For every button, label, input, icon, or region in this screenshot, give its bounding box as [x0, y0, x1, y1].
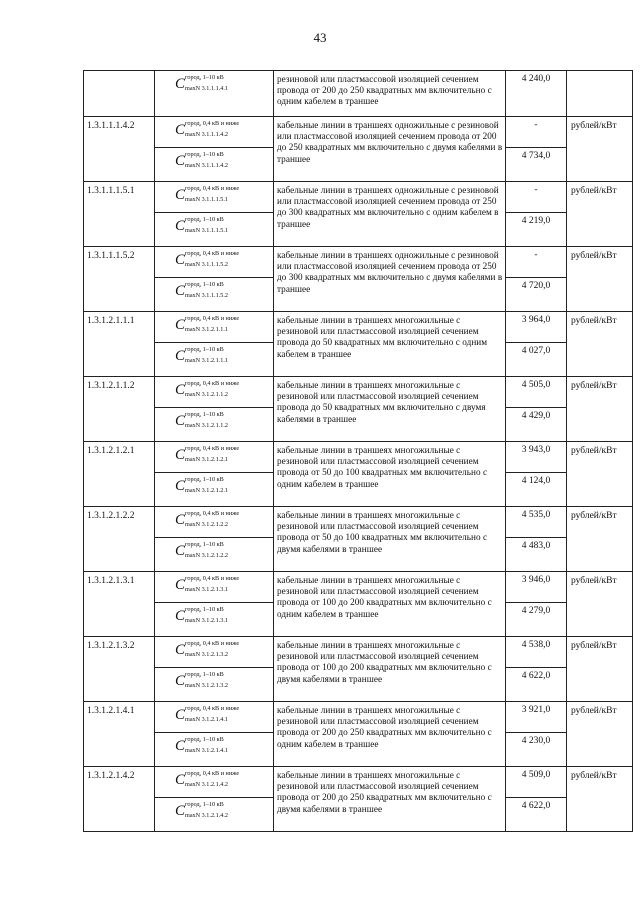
formula-subscript: maxN 3.1.2.1.4.2: [185, 812, 228, 819]
value-cell: 4 124,0: [506, 473, 567, 507]
formula-subscript: maxN 3.1.2.1.4.1: [185, 747, 228, 754]
table-row-continued: [84, 71, 633, 117]
unit-cell: рублей/кВт: [567, 442, 633, 507]
formula-subscript: maxN 3.1.1.1.5.1: [185, 227, 228, 234]
table-row: [84, 312, 633, 343]
formula-subscript: maxN 3.1.2.1.1.1: [185, 357, 228, 364]
formula-cell: C город, 1–10 кВ maxN 3.1.1.1.5.1: [155, 213, 274, 247]
value-cell: 4 279,0: [506, 603, 567, 637]
value-cell: 4 027,0: [506, 343, 567, 377]
value-cell: 3 964,0: [506, 312, 567, 343]
formula-subscript: maxN 3.1.1.1.4.1: [185, 85, 228, 92]
value-cell: 3 946,0: [506, 572, 567, 603]
table-row: [84, 182, 633, 213]
unit-cell: рублей/кВт: [567, 507, 633, 572]
formula-subscript: maxN 3.1.2.1.2.2: [185, 552, 228, 559]
value-cell: 4 429,0: [506, 408, 567, 442]
formula-superscript: город, 1–10 кВ: [185, 346, 224, 353]
formula-superscript: город, 0,4 кВ и ниже: [185, 185, 240, 192]
formula-superscript: город, 1–10 кВ: [185, 736, 224, 743]
formula-subscript: maxN 3.1.2.1.1.2: [185, 391, 228, 398]
code-cell: 1.3.1.2.1.3.2: [84, 637, 155, 702]
formula-subscript: maxN 3.1.2.1.4.1: [185, 716, 228, 723]
code-cell: 1.3.1.2.1.2.1: [84, 442, 155, 507]
formula-superscript: город, 1–10 кВ: [185, 151, 224, 158]
formula-cell: C город, 1–10 кВ maxN 3.1.2.1.2.1: [155, 473, 274, 507]
formula-superscript: город, 1–10 кВ: [185, 216, 224, 223]
formula-cell: C город, 0,4 кВ и ниже maxN 3.1.2.1.3.1: [155, 572, 274, 603]
formula-subscript: maxN 3.1.1.1.5.2: [185, 261, 228, 268]
formula-cell: C город, 1–10 кВ maxN 3.1.2.1.2.2: [155, 538, 274, 572]
formula-cell: C город, 1–10 кВ maxN 3.1.1.1.4.2: [155, 148, 274, 182]
formula-cell: C город, 1–10 кВ maxN 3.1.2.1.4.2: [155, 798, 274, 832]
value-cell: 4 622,0: [506, 668, 567, 702]
table-row: [84, 442, 633, 473]
code-cell: 1.3.1.2.1.1.2: [84, 377, 155, 442]
value-cell: 4 509,0: [506, 767, 567, 798]
table-row: [84, 507, 633, 538]
formula-subscript: maxN 3.1.2.1.3.1: [185, 586, 228, 593]
table-row: [84, 702, 633, 733]
formula-cell: C город, 0,4 кВ и ниже maxN 3.1.2.1.3.2: [155, 637, 274, 668]
tariff-table: [83, 70, 633, 832]
formula-cell: C город, 0,4 кВ и ниже maxN 3.1.1.1.4.2: [155, 117, 274, 148]
formula-superscript: город, 1–10 кВ: [185, 801, 224, 808]
value-cell: 4 734,0: [506, 148, 567, 182]
formula-subscript: maxN 3.1.1.1.5.2: [185, 292, 228, 299]
formula-superscript: город, 0,4 кВ и ниже: [185, 315, 240, 322]
value-cell: 4 219,0: [506, 213, 567, 247]
formula-cell: C город, 0,4 кВ и ниже maxN 3.1.2.1.1.2: [155, 377, 274, 408]
value-cell: 4 483,0: [506, 538, 567, 572]
formula-superscript: город, 0,4 кВ и ниже: [185, 380, 240, 387]
description-cell: кабельные линии в траншеях многожильные с резиновой или пластмассовой изоляцией сечением провода до 50 квадратных мм включительно с двумя кабелями в траншее: [274, 377, 506, 442]
formula-superscript: город, 0,4 кВ и ниже: [185, 640, 240, 647]
code-cell: 1.3.1.2.1.4.1: [84, 702, 155, 767]
formula-subscript: maxN 3.1.1.1.5.1: [185, 196, 228, 203]
formula-superscript: город, 1–10 кВ: [185, 606, 224, 613]
formula-superscript: город, 1–10 кВ: [185, 671, 224, 678]
code-cell: 1.3.1.1.1.5.2: [84, 247, 155, 312]
description-cell: резиновой или пластмассовой изоляцией сечением провода от 200 до 250 квадратных мм включительно с одним кабелем в траншее: [274, 71, 506, 117]
formula-cell: C город, 0,4 кВ и ниже maxN 3.1.2.1.2.2: [155, 507, 274, 538]
unit-cell: рублей/кВт: [567, 637, 633, 702]
description-cell: кабельные линии в траншеях многожильные с резиновой или пластмассовой изоляцией сечением провода от 200 до 250 квадратных мм включительно с двумя кабелями в траншее: [274, 767, 506, 832]
description-cell: кабельные линии в траншеях многожильные с резиновой или пластмассовой изоляцией сечением провода от 100 до 200 квадратных мм включительно с одним кабелем в траншее: [274, 572, 506, 637]
formula-cell: C город, 1–10 кВ maxN 3.1.2.1.1.1: [155, 343, 274, 377]
formula-superscript: город, 0,4 кВ и ниже: [185, 510, 240, 517]
formula-cell: C город, 1–10 кВ maxN 3.1.1.1.5.2: [155, 278, 274, 312]
unit-cell: рублей/кВт: [567, 182, 633, 247]
unit-cell: рублей/кВт: [567, 247, 633, 312]
unit-cell: рублей/кВт: [567, 377, 633, 442]
formula-subscript: maxN 3.1.2.1.3.2: [185, 682, 228, 689]
code-cell: 1.3.1.2.1.3.1: [84, 572, 155, 637]
table-row: [84, 117, 633, 148]
value-cell: -: [506, 182, 567, 213]
formula-cell: C город, 0,4 кВ и ниже maxN 3.1.2.1.1.1: [155, 312, 274, 343]
description-cell: кабельные линии в траншеях многожильные с резиновой или пластмассовой изоляцией сечением провода от 100 до 200 квадратных мм включительно с двумя кабелями в траншее: [274, 637, 506, 702]
value-cell: -: [506, 247, 567, 278]
table-row: [84, 572, 633, 603]
description-cell: кабельные линии в траншеях многожильные с резиновой или пластмассовой изоляцией сечением провода от 50 до 100 квадратных мм включительно с одним кабелем в траншее: [274, 442, 506, 507]
formula-superscript: город, 0,4 кВ и ниже: [185, 250, 240, 257]
formula-superscript: город, 1–10 кВ: [185, 74, 224, 81]
code-cell: 1.3.1.2.1.1.1: [84, 312, 155, 377]
value-cell: 3 943,0: [506, 442, 567, 473]
value-cell: 3 921,0: [506, 702, 567, 733]
formula-cell: C город, 1–10 кВ maxN 3.1.2.1.3.1: [155, 603, 274, 637]
formula-superscript: город, 0,4 кВ и ниже: [185, 770, 240, 777]
formula-subscript: maxN 3.1.2.1.1.1: [185, 326, 228, 333]
formula-superscript: город, 1–10 кВ: [185, 541, 224, 548]
formula-superscript: город, 0,4 кВ и ниже: [185, 120, 240, 127]
formula-subscript: maxN 3.1.2.1.2.1: [185, 487, 228, 494]
formula-cell: C город, 1–10 кВ maxN 3.1.2.1.4.1: [155, 733, 274, 767]
unit-cell: рублей/кВт: [567, 572, 633, 637]
formula-subscript: maxN 3.1.2.1.3.1: [185, 617, 228, 624]
formula-superscript: город, 0,4 кВ и ниже: [185, 705, 240, 712]
value-cell: -: [506, 117, 567, 148]
code-cell: 1.3.1.1.1.5.1: [84, 182, 155, 247]
description-cell: кабельные линии в траншеях одножильные с резиновой или пластмассовой изоляцией сечением провода от 200 до 250 квадратных мм включительно с двумя кабелями в траншее: [274, 117, 506, 182]
description-cell: кабельные линии в траншеях многожильные с резиновой или пластмассовой изоляцией сечением провода от 50 до 100 квадратных мм включительно с двумя кабелями в траншее: [274, 507, 506, 572]
page-number: 43: [313, 30, 327, 45]
value-cell: 4 720,0: [506, 278, 567, 312]
formula-superscript: город, 0,4 кВ и ниже: [185, 575, 240, 582]
formula-cell: C город, 0,4 кВ и ниже maxN 3.1.1.1.5.1: [155, 182, 274, 213]
formula-subscript: maxN 3.1.1.1.4.2: [185, 131, 228, 138]
value-cell: 4 535,0: [506, 507, 567, 538]
formula-cell: C город, 0,4 кВ и ниже maxN 3.1.2.1.2.1: [155, 442, 274, 473]
formula-cell: C город, 0,4 кВ и ниже maxN 3.1.1.1.5.2: [155, 247, 274, 278]
table-row: [84, 637, 633, 668]
formula-superscript: город, 1–10 кВ: [185, 281, 224, 288]
unit-cell: рублей/кВт: [567, 767, 633, 832]
value-cell: 4 538,0: [506, 637, 567, 668]
formula-subscript: maxN 3.1.1.1.4.2: [185, 162, 228, 169]
formula-cell: C город, 1–10 кВ maxN 3.1.2.1.1.2: [155, 408, 274, 442]
formula-superscript: город, 0,4 кВ и ниже: [185, 445, 240, 452]
code-cell: 1.3.1.2.1.4.2: [84, 767, 155, 832]
value-cell: 4 240,0: [506, 71, 567, 117]
description-cell: кабельные линии в траншеях одножильные с резиновой или пластмассовой изоляцией сечением провода от 250 до 300 квадратных мм включительно с одним кабелем в траншее: [274, 182, 506, 247]
formula-subscript: maxN 3.1.2.1.2.2: [185, 521, 228, 528]
description-cell: кабельные линии в траншеях многожильные с резиновой или пластмассовой изоляцией сечением провода до 50 квадратных мм включительно с одним кабелем в траншее: [274, 312, 506, 377]
value-cell: 4 230,0: [506, 733, 567, 767]
formula-subscript: maxN 3.1.2.1.2.1: [185, 456, 228, 463]
table-row: [84, 247, 633, 278]
formula-cell: C город, 1–10 кВ maxN 3.1.2.1.3.2: [155, 668, 274, 702]
formula-subscript: maxN 3.1.2.1.1.2: [185, 422, 228, 429]
description-cell: кабельные линии в траншеях многожильные с резиновой или пластмассовой изоляцией сечением провода от 200 до 250 квадратных мм включительно с одним кабелем в траншее: [274, 702, 506, 767]
code-cell: 1.3.1.1.1.4.2: [84, 117, 155, 182]
unit-cell: [567, 71, 633, 117]
formula-cell: C город, 0,4 кВ и ниже maxN 3.1.2.1.4.1: [155, 702, 274, 733]
value-cell: 4 622,0: [506, 798, 567, 832]
formula-superscript: город, 1–10 кВ: [185, 411, 224, 418]
formula-subscript: maxN 3.1.2.1.3.2: [185, 651, 228, 658]
unit-cell: рублей/кВт: [567, 702, 633, 767]
unit-cell: рублей/кВт: [567, 312, 633, 377]
formula-superscript: город, 1–10 кВ: [185, 476, 224, 483]
code-cell: 1.3.1.2.1.2.2: [84, 507, 155, 572]
code-cell: [84, 71, 155, 117]
unit-cell: рублей/кВт: [567, 117, 633, 182]
table-row: [84, 377, 633, 408]
formula-cell: C город, 0,4 кВ и ниже maxN 3.1.2.1.4.2: [155, 767, 274, 798]
formula-subscript: maxN 3.1.2.1.4.2: [185, 781, 228, 788]
description-cell: кабельные линии в траншеях одножильные с резиновой или пластмассовой изоляцией сечением провода от 250 до 300 квадратных мм включительно с двумя кабелями в траншее: [274, 247, 506, 312]
table-row: [84, 767, 633, 798]
formula-cell: C город, 1–10 кВ maxN 3.1.1.1.4.1: [155, 71, 274, 117]
value-cell: 4 505,0: [506, 377, 567, 408]
